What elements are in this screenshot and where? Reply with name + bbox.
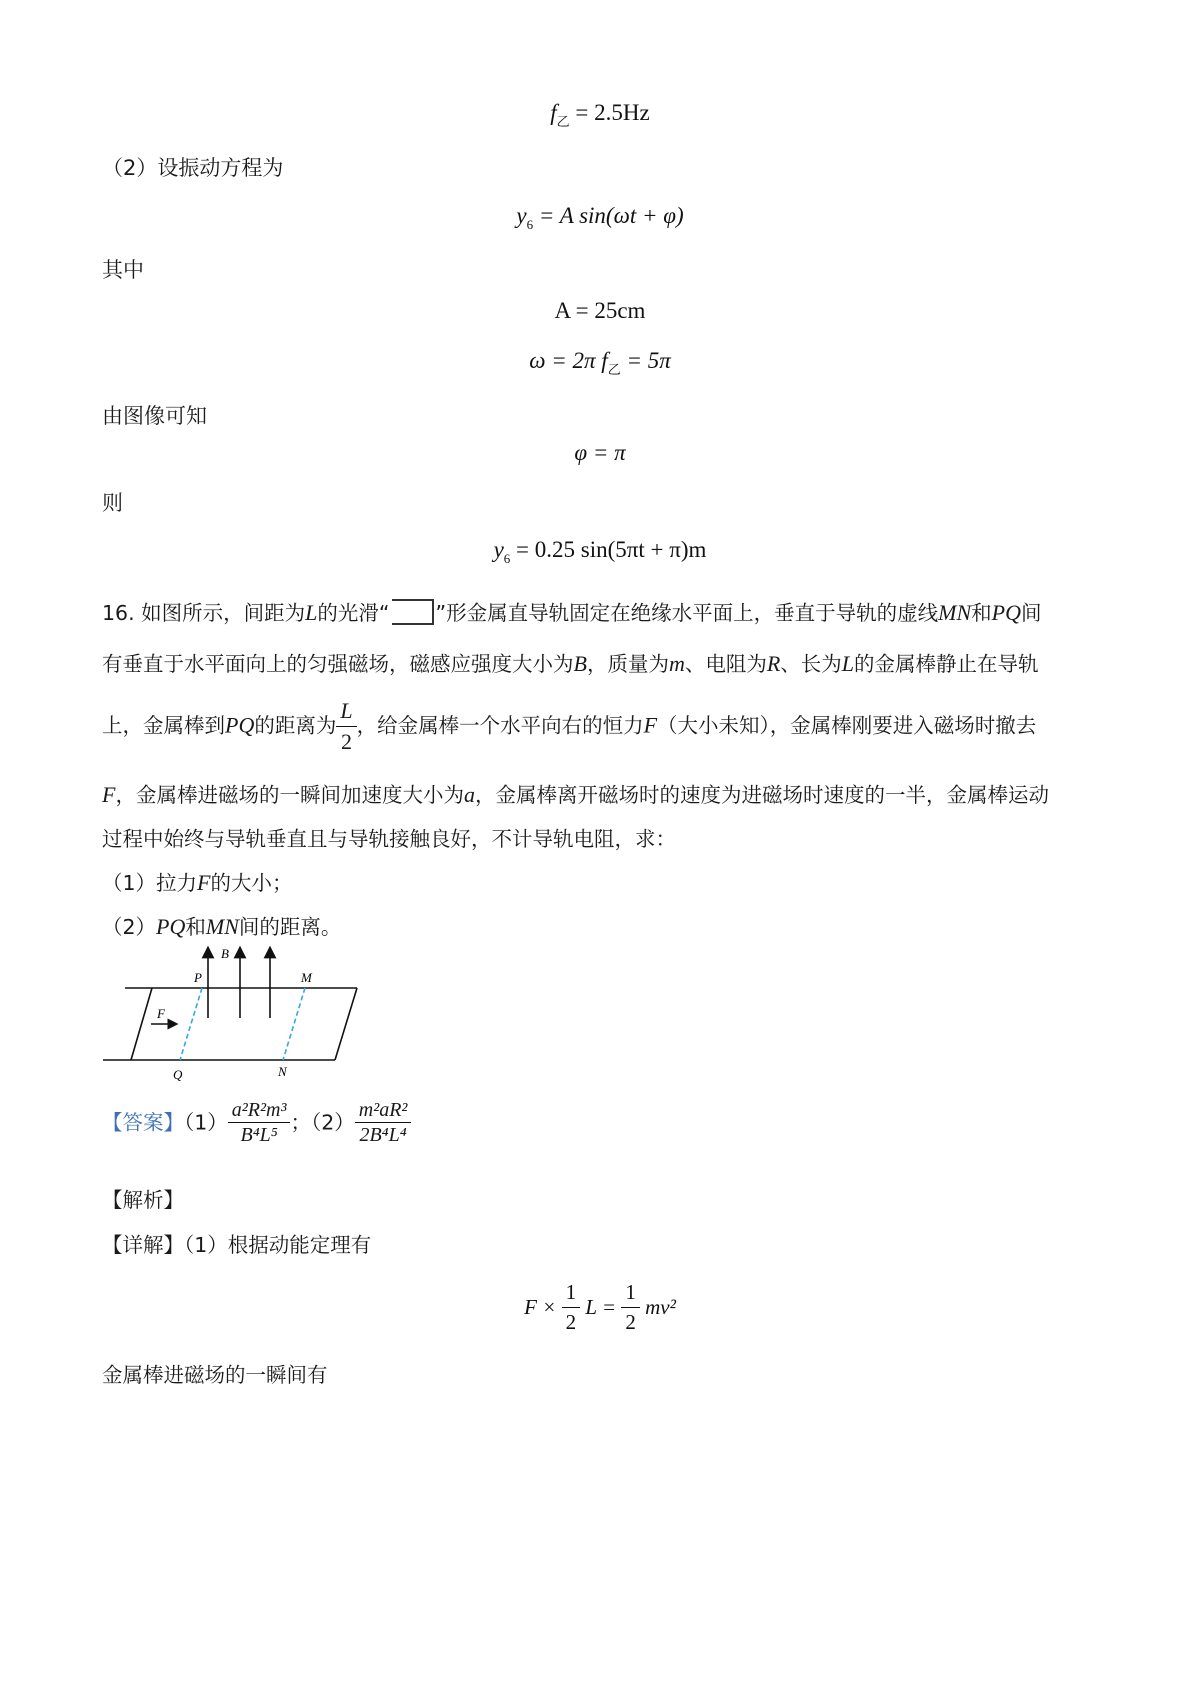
text: （1）拉力: [102, 871, 198, 895]
numerator: m²aR²: [355, 1100, 412, 1123]
label-qizhong: 其中: [102, 258, 144, 282]
text: （大小未知），金属棒刚要进入磁场时撤去: [657, 713, 1037, 738]
math: F: [643, 712, 658, 738]
text: 、长为: [780, 652, 842, 676]
equation-omega: [0, 348, 1200, 378]
eq-text: φ = π: [574, 440, 626, 465]
equation-vibration: [0, 203, 1200, 233]
math: PQ: [156, 914, 186, 939]
denominator: 2: [625, 1310, 636, 1334]
text: 的大小；: [210, 871, 293, 895]
numerator: 1: [621, 1280, 640, 1308]
math: MN: [205, 914, 239, 939]
math: F: [102, 782, 116, 807]
eq-sub: 6: [526, 217, 534, 232]
label-N: N: [278, 1064, 287, 1079]
text: 、电阻为: [684, 652, 767, 676]
text: （1）根据动能定理有: [184, 1233, 372, 1257]
text: ，质量为: [586, 652, 669, 676]
text: 间: [1020, 601, 1042, 625]
metal-rod: [131, 988, 152, 1060]
math: a: [463, 782, 475, 807]
label-B: B: [221, 946, 229, 961]
math: F: [197, 870, 211, 895]
label-tuxiang: 由图像可知: [102, 404, 207, 428]
answer-line: [102, 1100, 411, 1145]
denominator: 2: [565, 1310, 577, 1334]
question-2: [102, 910, 341, 940]
label-Q: Q: [173, 1067, 183, 1082]
text: ，金属棒进磁场的一瞬间加速度大小为: [115, 783, 464, 807]
text: 的光滑“: [317, 601, 390, 625]
eq-sub: 乙: [556, 114, 570, 129]
final-line: 金属棒进磁场的一瞬间有: [102, 1363, 328, 1387]
detail-tag: 【详解】: [102, 1233, 184, 1257]
rail-diagram: [95, 940, 385, 1090]
eq-part: mv²: [645, 1295, 676, 1319]
eq-rhs: = 0.25 sin(5πt + π)m: [516, 537, 707, 562]
equation-y6-result: [0, 537, 1200, 567]
text: 和: [185, 915, 206, 939]
question-1: [102, 866, 293, 896]
eq-lhs: ω = 2π f: [529, 348, 608, 373]
denominator: 2B⁴L⁴: [359, 1124, 407, 1146]
math: L: [305, 600, 318, 625]
text: 和: [971, 601, 992, 625]
math: MN: [938, 600, 972, 625]
answer-1-fraction: [228, 1100, 291, 1145]
text: 有垂直于水平面向上的匀强磁场，磁感应强度大小为: [102, 652, 574, 676]
math: PQ: [225, 712, 255, 738]
part2-intro: （2）设振动方程为: [102, 156, 284, 180]
equation-phi: [0, 440, 1200, 466]
eq-rhs: = 5π: [626, 348, 671, 373]
rail-shape-icon: [392, 599, 434, 625]
math: L: [841, 651, 855, 676]
eq-part: L =: [585, 1295, 617, 1319]
equation-amplitude: [0, 298, 1200, 324]
text: 上，金属棒到: [102, 713, 225, 738]
fraction-L-over-2: [336, 698, 356, 755]
boundary-PQ: [180, 988, 202, 1060]
eq-part: F ×: [524, 1295, 557, 1319]
label-ze: 则: [102, 491, 123, 515]
text: ，给金属棒一个水平向右的恒力: [356, 713, 644, 738]
eq-sub: 乙: [607, 362, 621, 377]
text: ”形金属直导轨固定在绝缘水平面上，垂直于导轨的虚线: [435, 601, 939, 625]
text: 间的距离。: [238, 915, 342, 939]
text: （1）: [184, 1110, 228, 1135]
numerator: L: [336, 698, 356, 727]
eq-var: y: [493, 537, 504, 562]
text: ，金属棒离开磁场时的速度为进磁场时速度的一半，金属棒运动: [474, 783, 1049, 807]
fraction-half-1: [562, 1280, 581, 1335]
numerator: 1: [562, 1280, 581, 1308]
problem-line-2: [102, 647, 1039, 677]
detail-line: [102, 1228, 371, 1258]
eq-text: A = 25cm: [554, 298, 646, 323]
problem-line-5: 过程中始终与导轨垂直且与导轨接触良好，不计导轨电阻，求：: [102, 827, 676, 851]
eq-rhs: = 2.5Hz: [575, 100, 650, 125]
eq-rhs: = A sin(ωt + φ): [538, 203, 684, 228]
math: R: [766, 651, 781, 676]
label-F: F: [157, 1006, 165, 1021]
text: 的金属棒静止在导轨: [854, 652, 1039, 676]
text: 如图所示，间距为: [141, 601, 306, 625]
denominator: 2: [340, 729, 352, 754]
fraction-half-2: [621, 1280, 640, 1335]
problem-line-3: [102, 698, 1036, 755]
numerator: a²R²m³: [228, 1100, 291, 1123]
eq-sub: 6: [503, 551, 511, 566]
equation-kinetic-energy: [0, 1280, 1200, 1335]
boundary-MN: [283, 988, 305, 1060]
denominator: B⁴L⁵: [240, 1124, 278, 1146]
problem-number: 16.: [102, 601, 135, 625]
rail-end: [335, 988, 357, 1060]
jiexi-tag: 【解析】: [102, 1188, 184, 1212]
answer-2-fraction: [355, 1100, 412, 1145]
label-P: P: [194, 970, 202, 985]
text: ；（2）: [290, 1110, 355, 1135]
answer-tag: 【答案】: [102, 1110, 184, 1135]
problem-line-1: [102, 596, 1041, 626]
eq-var: y: [516, 203, 527, 228]
problem-line-4: [102, 778, 1049, 808]
math: m: [668, 651, 685, 676]
label-M: M: [301, 970, 312, 985]
text: （2）: [102, 915, 157, 939]
equation-f-frequency: [0, 100, 1200, 130]
math: PQ: [991, 600, 1021, 625]
math: B: [573, 651, 587, 676]
eq-var: f: [550, 100, 557, 125]
text: 的距离为: [254, 713, 337, 738]
